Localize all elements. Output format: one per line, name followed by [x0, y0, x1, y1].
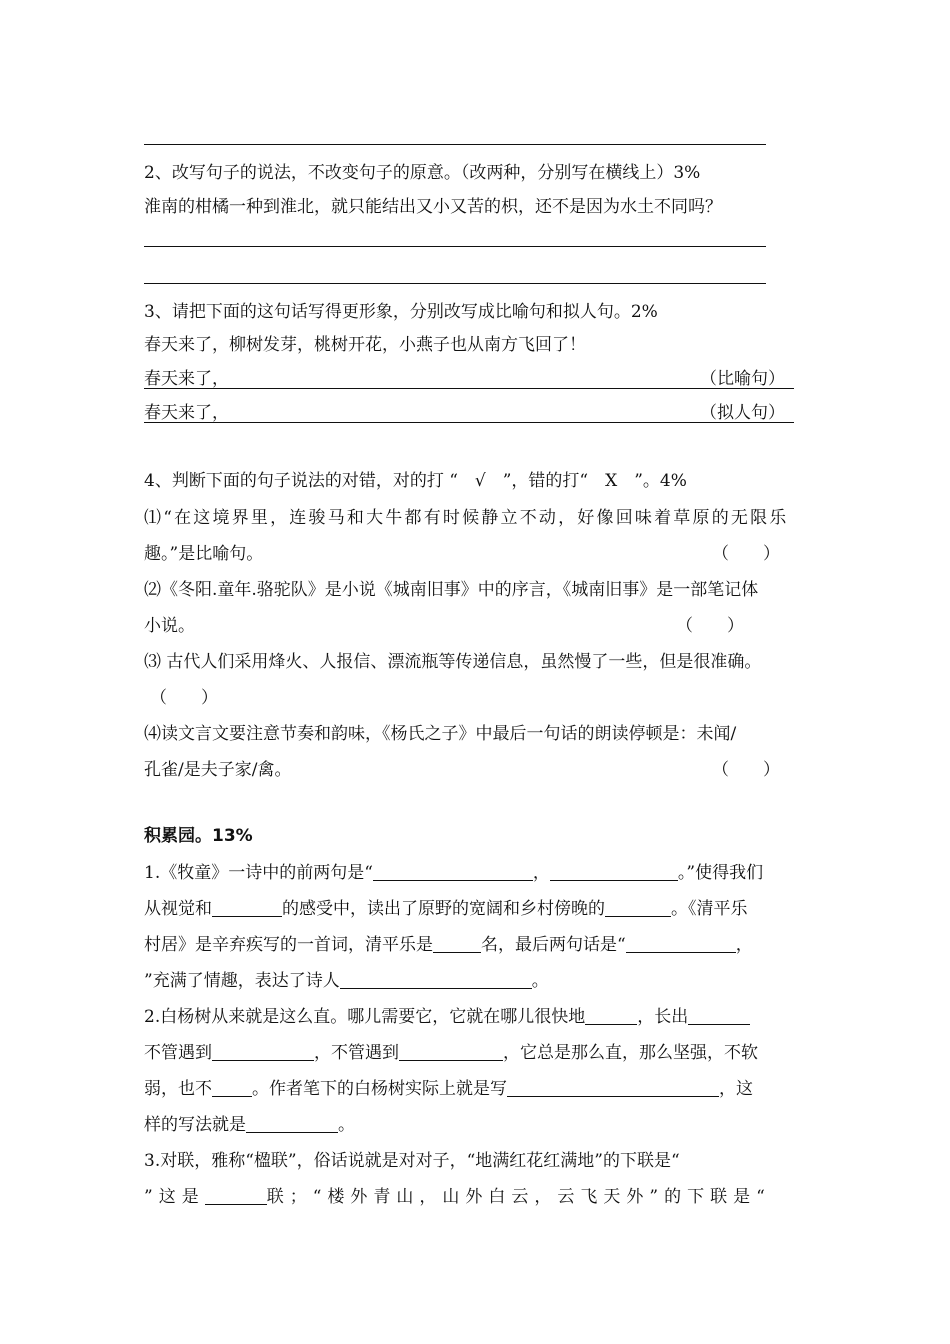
s1-text: 。《清平乐	[671, 899, 748, 919]
q3-answer-simile-suffix: （比喻句）	[700, 369, 785, 389]
q4-item1-line2: 趣。”是比喻句。	[144, 544, 264, 564]
blank[interactable]	[246, 1115, 338, 1133]
q4-item2-paren[interactable]: （ ）	[676, 616, 744, 636]
answer-line[interactable]	[144, 246, 766, 247]
blank[interactable]	[373, 863, 533, 881]
s1-text: ，	[532, 863, 550, 883]
s2-line4	[144, 1114, 355, 1136]
s1-text: 1.《牧童》一诗中的前两句是“	[144, 863, 373, 883]
blank[interactable]	[212, 1043, 314, 1061]
s2-line2	[144, 1042, 758, 1064]
blank[interactable]	[605, 899, 671, 917]
s2-text: ，长出	[637, 1007, 689, 1027]
s1-line2	[144, 898, 748, 920]
s1-line1	[144, 862, 763, 884]
s1-text: ”充满了情趣，表达了诗人	[144, 971, 340, 991]
blank[interactable]	[340, 971, 532, 989]
s3-text: 联；“楼外青山，山外白云，云飞天外”的下联是“	[266, 1187, 771, 1207]
s2-text: 。	[338, 1115, 355, 1135]
q2-heading: 2、改写句子的说法，不改变句子的原意。（改两种，分别写在横线上）3%	[144, 163, 701, 183]
s1-text: 。	[531, 971, 549, 991]
s3-line1: 3.对联，雅称“楹联”，俗话说就是对对子，“地满红花红满地”的下联是“	[144, 1151, 680, 1171]
s1-line4	[144, 970, 549, 992]
blank[interactable]	[626, 935, 736, 953]
s2-text: 弱，也不	[144, 1079, 212, 1099]
s1-text: 名，最后两句话是“	[481, 935, 626, 955]
answer-line[interactable]	[144, 283, 766, 284]
q3-answer-simile-prefix: 春天来了，	[144, 369, 229, 389]
s1-text: 村居》是辛弃疾写的一首词，清平乐是	[144, 935, 433, 955]
q3-heading: 3、请把下面的这句话写得更形象，分别改写成比喻句和拟人句。2%	[144, 302, 658, 322]
s3-line2	[144, 1186, 771, 1208]
s1-text: 从视觉和	[144, 899, 212, 919]
section-title: 积累园。13%	[144, 826, 253, 846]
q3-answer-personification-prefix: 春天来了，	[144, 403, 229, 423]
blank[interactable]	[212, 1079, 252, 1097]
blank[interactable]	[212, 899, 282, 917]
blank[interactable]	[399, 1043, 503, 1061]
s1-text: 的感受中，读出了原野的宽阔和乡村傍晚的	[282, 899, 605, 919]
blank[interactable]	[585, 1007, 637, 1025]
q4-heading: 4、判断下面的句子说法的对错，对的打 “ √ ”，错的打“ X ”。4%	[144, 471, 687, 491]
s2-text: ，不管遇到	[314, 1043, 399, 1063]
blank[interactable]	[688, 1007, 750, 1025]
s1-line3	[144, 934, 753, 956]
s2-text: 样的写法就是	[144, 1115, 246, 1135]
s1-text: ，	[735, 935, 753, 955]
q4-item4-paren[interactable]: （ ）	[712, 760, 780, 780]
q3-answer-personification-suffix: （拟人句）	[700, 403, 785, 423]
q4-item1-line1: ⑴“在这境界里，连骏马和大牛都有时候静立不动，好像回味着草原的无限乐	[144, 508, 789, 528]
q4-item3-paren[interactable]: （ ）	[150, 688, 218, 708]
blank[interactable]	[550, 863, 678, 881]
s1-text: 。”使得我们	[677, 863, 764, 883]
s2-text: 2.白杨树从来就是这么直。哪儿需要它，它就在哪儿很快地	[144, 1007, 586, 1027]
blank[interactable]	[433, 935, 481, 953]
q3-sentence: 春天来了，柳树发芽，桃树开花，小燕子也从南方飞回了！	[144, 335, 586, 355]
answer-line	[144, 144, 766, 145]
blank[interactable]	[205, 1187, 267, 1205]
s2-text: ，这	[719, 1079, 753, 1099]
q4-item4-line2: 孔雀/是夫子家/禽。	[144, 760, 292, 780]
s2-line1	[144, 1006, 750, 1028]
q4-item4-line1: ⑷读文言文要注意节奏和韵味，《杨氏之子》中最后一句话的朗读停顿是：未闻/	[144, 724, 737, 744]
q4-item3-line1: ⑶ 古代人们采用烽火、人报信、漂流瓶等传递信息，虽然慢了一些，但是很准确。	[144, 652, 762, 672]
q4-item2-line2: 小说。	[144, 616, 195, 636]
q2-sentence: 淮南的柑橘一种到淮北，就只能结出又小又苦的枳，还不是因为水土不同吗？	[144, 197, 722, 217]
s3-text: ”这是	[144, 1187, 205, 1207]
s2-text: 不管遇到	[144, 1043, 212, 1063]
q4-item2-line1: ⑵《冬阳.童年.骆驼队》是小说《城南旧事》中的序言，《城南旧事》是一部笔记体	[144, 580, 759, 600]
s2-text: 。作者笔下的白杨树实际上就是写	[252, 1079, 507, 1099]
q4-item1-paren[interactable]: （ ）	[712, 544, 780, 564]
answer-line-simile[interactable]	[144, 388, 794, 389]
answer-line-personification[interactable]	[144, 422, 794, 423]
s2-text: ，它总是那么直，那么坚强，不软	[503, 1043, 758, 1063]
s2-line3	[144, 1078, 753, 1100]
blank[interactable]	[507, 1079, 719, 1097]
